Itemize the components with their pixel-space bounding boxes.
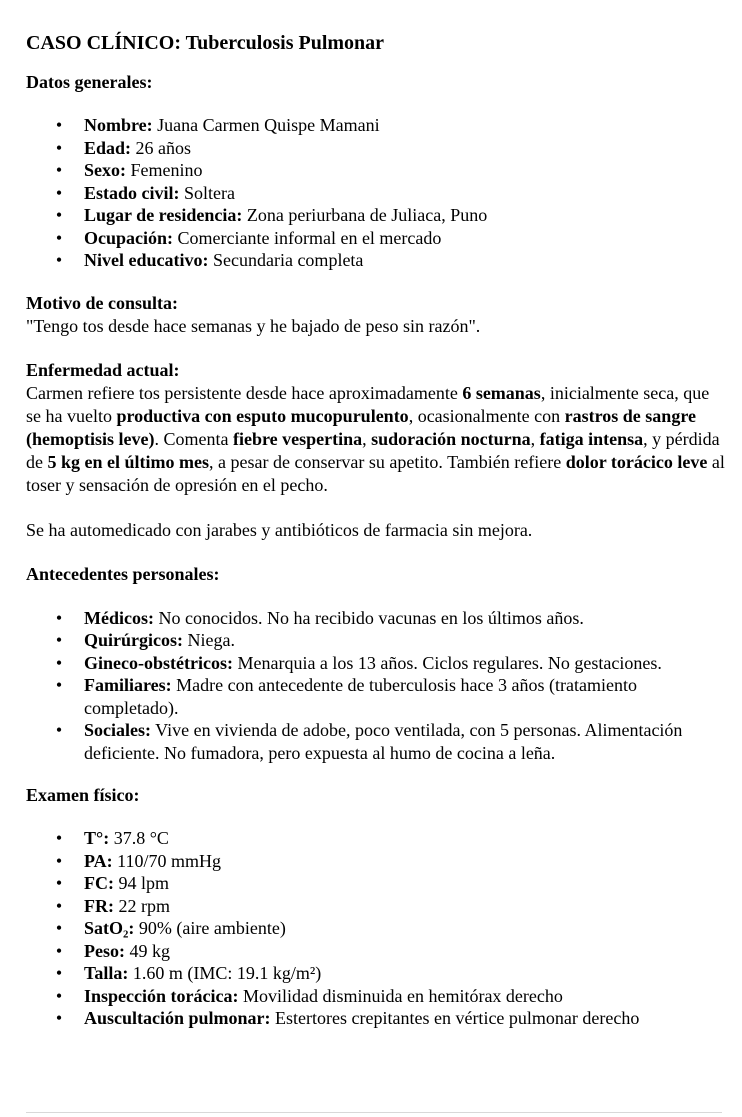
emphasis-run: dolor torácico leve xyxy=(565,451,708,472)
list-item xyxy=(26,137,726,160)
bullet-icon: • xyxy=(55,137,63,158)
text-run: Carmen refiere tos persistente desde hace aproximadamente xyxy=(26,382,463,403)
bullet-icon: • xyxy=(55,985,63,1006)
bullet-icon: • xyxy=(55,160,63,180)
enfermedad-heading: Enfermedad actual: xyxy=(26,359,180,380)
bullet-icon: • xyxy=(55,963,63,983)
emphasis-run: fatiga intensa xyxy=(539,428,644,449)
page-title: CASO CLÍNICO: Tuberculosis Pulmonar xyxy=(26,32,385,54)
text-run: , a pesar de conservar su apetito. También refiere xyxy=(209,451,566,472)
bottom-divider xyxy=(26,1112,722,1113)
list-item xyxy=(26,719,726,764)
list-item xyxy=(26,940,726,963)
item-value: Movilidad disminuida en hemitórax derecho xyxy=(238,985,563,1006)
list-item xyxy=(26,985,726,1008)
item-label: Familiares: xyxy=(84,675,172,695)
motivo-heading: Motivo de consulta: xyxy=(26,292,178,313)
list-item xyxy=(26,114,726,137)
emphasis-run: 6 semanas xyxy=(462,382,541,403)
list-item xyxy=(26,674,726,719)
item-label: PA: xyxy=(84,850,113,871)
item-value: 37.8 °C xyxy=(109,828,169,848)
list-item xyxy=(26,827,726,850)
list-item xyxy=(26,227,726,250)
item-label: Peso: xyxy=(84,940,125,961)
item-label: SatO₂: xyxy=(84,918,135,938)
item-value: No conocidos. No ha recibido vacunas en los últimos años. xyxy=(153,607,584,628)
list-item xyxy=(26,652,726,675)
item-value: Madre con antecedente de tuberculosis hace 3 años (tratamiento completado). xyxy=(84,675,637,718)
item-value: Niega. xyxy=(183,630,235,650)
list-item xyxy=(26,895,726,918)
bullet-icon: • xyxy=(55,873,63,893)
text-run: , y pérdida de xyxy=(26,428,720,472)
text-run: , xyxy=(530,428,540,449)
item-label: Gineco-obstétricos: xyxy=(84,652,233,673)
list-item xyxy=(26,249,726,272)
bullet-icon: • xyxy=(55,630,63,650)
bullet-icon: • xyxy=(55,115,63,135)
emphasis-run: sudoración nocturna xyxy=(371,428,531,449)
enfermedad-paragraph xyxy=(26,382,726,497)
clinical-case-document xyxy=(26,28,726,1030)
item-value: 90% (aire ambiente) xyxy=(134,918,286,938)
item-value: Estertores crepitantes en vértice pulmonar derecho xyxy=(270,1008,640,1028)
item-label: Nivel educativo: xyxy=(84,250,209,270)
datos-generales-heading: Datos generales: xyxy=(26,72,153,92)
list-item xyxy=(26,1007,726,1030)
bullet-icon: • xyxy=(55,675,63,695)
bullet-icon: • xyxy=(55,1008,63,1028)
item-value: Secundaria completa xyxy=(208,250,364,270)
bullet-icon: • xyxy=(55,850,63,871)
item-label: Lugar de residencia: xyxy=(84,205,243,225)
bullet-icon: • xyxy=(55,205,63,225)
emphasis-run: 5 kg en el último mes xyxy=(47,451,209,472)
bullet-icon: • xyxy=(55,720,63,740)
examen-list xyxy=(26,827,726,1030)
item-label: Auscultación pulmonar: xyxy=(84,1008,271,1028)
item-value: Vive en vivienda de adobe, poco ventilada, con 5 personas. Alimentación deficiente. No fumadora, pero expuesta al humo de cocina a leña. xyxy=(84,720,683,763)
bullet-icon: • xyxy=(55,895,63,916)
item-label: T°: xyxy=(84,828,110,848)
antecedentes-heading: Antecedentes personales: xyxy=(26,563,220,584)
bullet-icon: • xyxy=(55,607,63,628)
list-item xyxy=(26,607,726,630)
bullet-icon: • xyxy=(55,828,63,848)
text-run: al toser y sensación de opresión en el pecho. xyxy=(26,451,725,495)
item-value: 94 lpm xyxy=(114,873,170,893)
text-run: , xyxy=(362,428,372,449)
text-run: , ocasionalmente con xyxy=(408,405,565,426)
list-item xyxy=(26,629,726,652)
item-value: Juana Carmen Quispe Mamani xyxy=(152,115,380,135)
item-label: Médicos: xyxy=(84,607,154,628)
item-label: Sociales: xyxy=(84,720,151,740)
list-item xyxy=(26,159,726,182)
item-label: Talla: xyxy=(84,963,129,983)
motivo-text: "Tengo tos desde hace semanas y he bajado de peso sin razón". xyxy=(26,315,481,336)
bullet-icon: • xyxy=(55,940,63,961)
bullet-icon: • xyxy=(55,652,63,673)
bullet-icon: • xyxy=(55,250,63,270)
item-value: 22 rpm xyxy=(114,895,170,916)
list-item xyxy=(26,850,726,873)
text-run: . Comenta xyxy=(154,428,233,449)
item-label: FR: xyxy=(84,895,114,916)
item-label: Nombre: xyxy=(84,115,153,135)
item-value: 1.60 m (IMC: 19.1 kg/m²) xyxy=(128,963,322,983)
item-value: Comerciante informal en el mercado xyxy=(173,227,442,248)
text-run: , inicialmente seca, que se ha vuelto xyxy=(26,382,710,426)
automedicacion-paragraph: Se ha automedicado con jarabes y antibióticos de farmacia sin mejora. xyxy=(26,519,533,540)
item-label: Quirúrgicos: xyxy=(84,630,183,650)
emphasis-run: rastros de sangre (hemoptisis leve) xyxy=(26,405,696,449)
item-value: Femenino xyxy=(126,160,203,180)
item-label: Estado civil: xyxy=(84,182,180,203)
bullet-icon: • xyxy=(55,182,63,203)
antecedentes-list xyxy=(26,607,726,765)
list-item xyxy=(26,872,726,895)
datos-generales-list xyxy=(26,114,726,272)
item-value: 110/70 mmHg xyxy=(112,850,221,871)
item-value: 49 kg xyxy=(124,940,170,961)
list-item xyxy=(26,182,726,205)
item-value: 26 años xyxy=(131,137,192,158)
item-label: Edad: xyxy=(84,137,132,158)
item-label: Inspección torácica: xyxy=(84,985,239,1006)
item-value: Zona periurbana de Juliaca, Puno xyxy=(242,205,488,225)
item-label: FC: xyxy=(84,873,114,893)
item-value: Soltera xyxy=(179,182,236,203)
emphasis-run: productiva con esputo mucopurulento xyxy=(116,405,409,426)
list-item xyxy=(26,204,726,227)
list-item xyxy=(26,917,726,940)
bullet-icon: • xyxy=(55,227,63,248)
item-label: Ocupación: xyxy=(84,227,174,248)
item-value: Menarquia a los 13 años. Ciclos regulares. No gestaciones. xyxy=(232,652,662,673)
item-label: Sexo: xyxy=(84,160,126,180)
bullet-icon: • xyxy=(55,918,63,938)
list-item xyxy=(26,962,726,985)
emphasis-run: fiebre vespertina xyxy=(232,428,363,449)
examen-heading: Examen físico: xyxy=(26,785,140,805)
